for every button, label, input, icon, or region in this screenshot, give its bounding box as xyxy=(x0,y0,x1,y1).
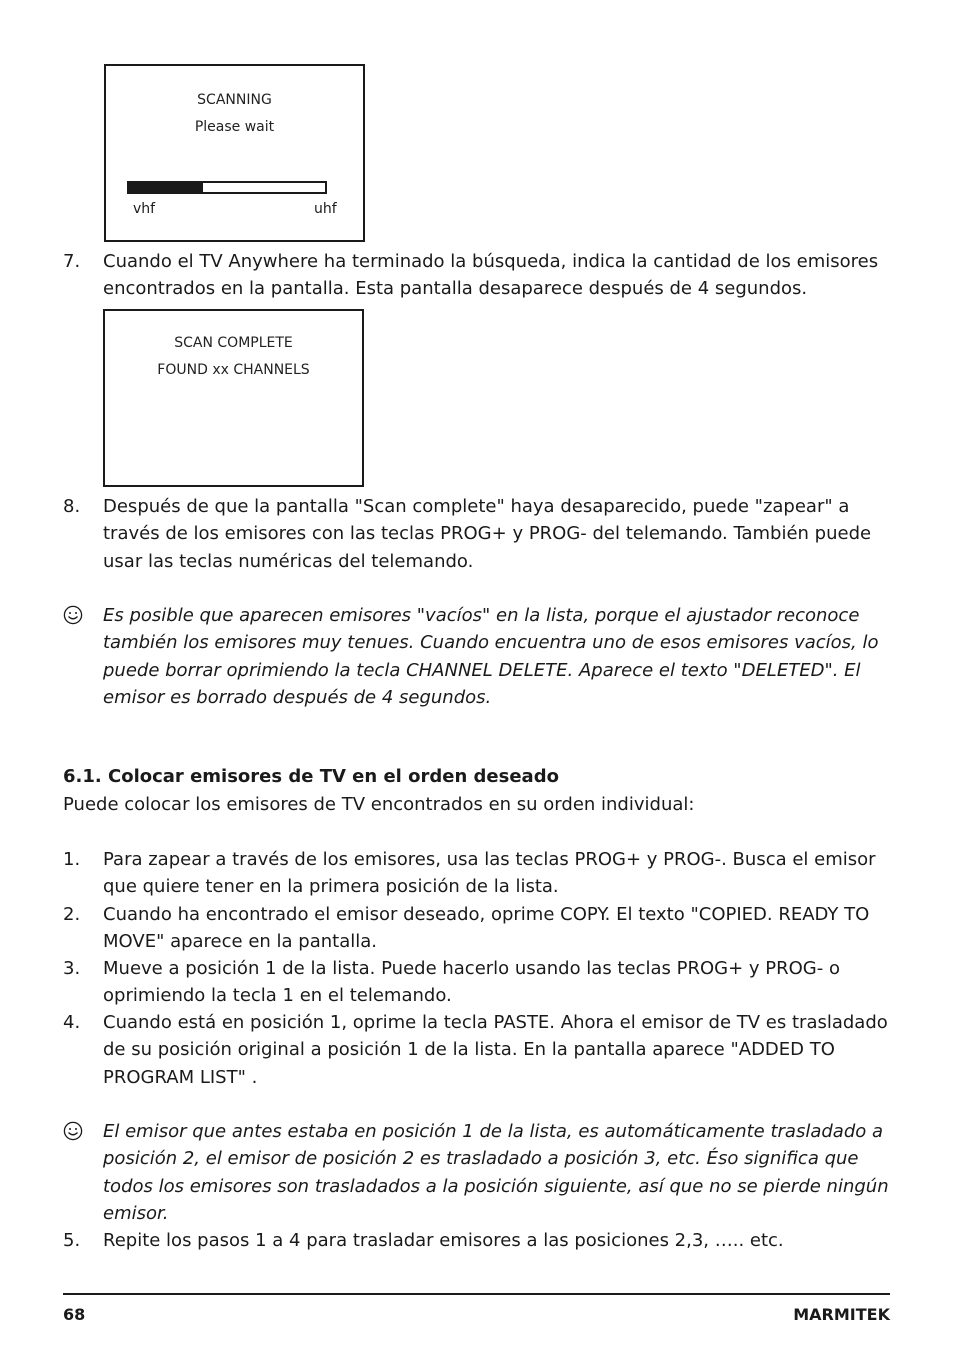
scanning-screen-box xyxy=(104,64,365,242)
step-number: 3. xyxy=(63,958,81,979)
step-text: Después de que la pantalla "Scan complete" haya desaparecido, puede "zapear" a través de los emisores con las teclas PROG+ y PROG- del telemando. También puede usar las teclas numéricas del telemando. xyxy=(103,496,872,572)
step-text: Cuando está en posición 1, oprime la tecla PASTE. Ahora el emisor de TV es trasladado de su posición original a posición 1 de la lista. En la pantalla aparece "ADDED TO PROGRAM LIST" . xyxy=(103,1012,888,1088)
smiley-icon xyxy=(63,605,83,625)
section-heading: 6.1. Colocar emisores de TV en el orden deseado xyxy=(63,766,559,787)
step-text: Cuando el TV Anywhere ha terminado la búsqueda, indica la cantidad de los emisores encontrados en la pantalla. Esta pantalla desaparece después de 4 segundos. xyxy=(103,251,879,300)
step-number: 5. xyxy=(63,1230,81,1251)
section-intro: Puede colocar los emisores de TV encontrados en su orden individual: xyxy=(63,794,695,815)
tip-text: Es posible que aparecen emisores "vacíos" en la lista, porque el ajustador reconoce también los emisores muy tenues. Cuando encuentra uno de esos emisores vacíos, lo puede borrar oprimiendo la tecla CHANNEL DELETE. Aparece el texto "DELETED". El emisor es borrado después de 4 segundos. xyxy=(103,605,879,708)
scan-progress-fill xyxy=(129,183,203,192)
step-number: 8. xyxy=(63,496,81,517)
page-number: 68 xyxy=(63,1305,86,1324)
step-text: Mueve a posición 1 de la lista. Puede hacerlo usando las teclas PROG+ y PROG- o oprimiendo la tecla 1 en el telemando. xyxy=(103,958,840,1007)
step-text: Cuando ha encontrado el emisor deseado, oprime COPY. El texto "COPIED. READY TO MOVE" aparece en la pantalla. xyxy=(103,904,870,953)
scanning-subtitle: Please wait xyxy=(194,119,275,135)
scan-complete-line1: SCAN COMPLETE xyxy=(174,335,293,351)
tip-text: El emisor que antes estaba en posición 1 de la lista, es automáticamente trasladado a posición 2, el emisor de posición 2 es trasladado a posición 3, etc. Éso significa que todos los emisores son trasladados a la posición siguiente, así que no se pierde ningún emisor. xyxy=(103,1121,889,1224)
step-text: Para zapear a través de los emisores, usa las teclas PROG+ y PROG-. Busca el emisor que quiere tener en la primera posición de la lista. xyxy=(103,849,876,898)
scan-complete-box xyxy=(103,309,364,487)
smiley-icon xyxy=(63,1121,83,1141)
step-number: 2. xyxy=(63,904,81,925)
step-number: 7. xyxy=(63,251,81,272)
uhf-label: uhf xyxy=(314,201,337,217)
step-number: 4. xyxy=(63,1012,81,1033)
scan-complete-line2: FOUND xx CHANNELS xyxy=(157,362,310,378)
scan-progress-bar xyxy=(127,181,327,194)
scanning-title: SCANNING xyxy=(197,92,272,108)
brand-name: MARMITEK xyxy=(793,1305,890,1324)
step-text: Repite los pasos 1 a 4 para trasladar emisores a las posiciones 2,3, ….. etc. xyxy=(103,1230,784,1251)
footer-rule xyxy=(63,1293,890,1295)
vhf-label: vhf xyxy=(133,201,156,217)
step-number: 1. xyxy=(63,849,81,870)
